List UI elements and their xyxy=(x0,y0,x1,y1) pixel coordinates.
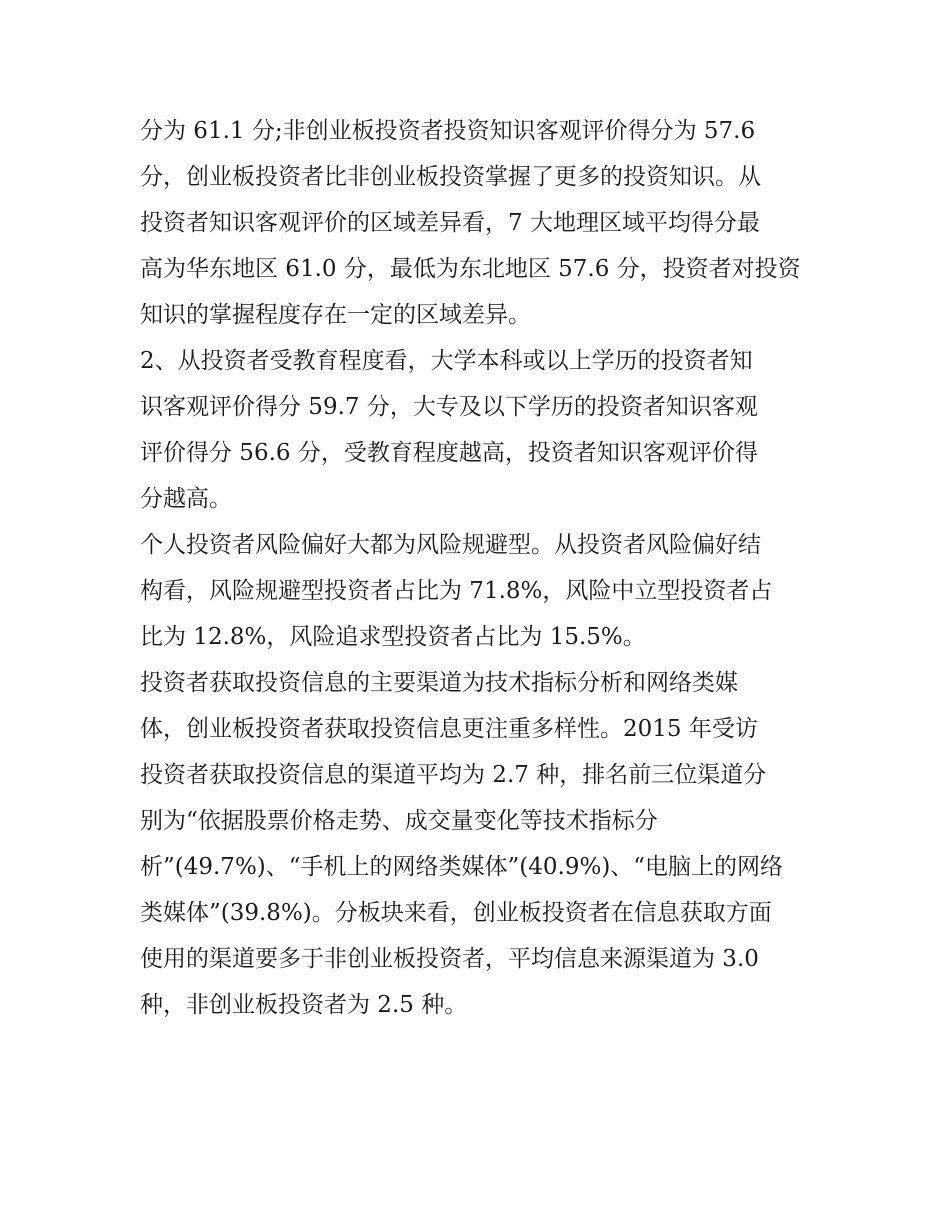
text-line: 投资者获取投资信息的渠道平均为 2.7 种，排名前三位渠道分 xyxy=(140,762,767,788)
text-line: 识客观评价得分 59.7 分，大专及以下学历的投资者知识客观 xyxy=(140,394,758,420)
text-line: 分为 61.1 分;非创业板投资者投资知识客观评价得分为 57.6 xyxy=(140,118,756,144)
text-line: 分，创业板投资者比非创业板投资掌握了更多的投资知识。从 xyxy=(140,164,761,190)
text-line: 别为“依据股票价格走势、成交量变化等技术指标分 xyxy=(140,808,658,834)
text-line: 投资者知识客观评价的区域差异看，7 大地理区域平均得分最 xyxy=(140,210,760,236)
text-line: 个人投资者风险偏好大都为风险规避型。从投资者风险偏好结 xyxy=(140,532,761,558)
text-line: 使用的渠道要多于非创业板投资者，平均信息来源渠道为 3.0 xyxy=(140,946,759,972)
text-line: 高为华东地区 61.0 分，最低为东北地区 57.6 分，投资者对投资 xyxy=(140,256,801,282)
document-body xyxy=(140,108,820,1028)
text-line: 投资者获取投资信息的主要渠道为技术指标分析和网络类媒 xyxy=(140,670,738,696)
text-line: 类媒体”(39.8%)。分板块来看，创业板投资者在信息获取方面 xyxy=(140,900,772,926)
text-line: 种，非创业板投资者为 2.5 种。 xyxy=(140,992,468,1018)
text-line: 评价得分 56.6 分，受教育程度越高，投资者知识客观评价得 xyxy=(140,440,758,466)
text-line: 析”(49.7%)、“手机上的网络类媒体”(40.9%)、“电脑上的网络 xyxy=(140,854,784,880)
text-line: 分越高。 xyxy=(140,486,232,512)
text-line: 体，创业板投资者获取投资信息更注重多样性。2015 年受访 xyxy=(140,716,758,742)
text-line: 比为 12.8%，风险追求型投资者占比为 15.5%。 xyxy=(140,624,646,650)
text-line: 构看，风险规避型投资者占比为 71.8%，风险中立型投资者占 xyxy=(140,578,773,604)
text-line: 知识的掌握程度存在一定的区域差异。 xyxy=(140,302,531,328)
text-line: 2、从投资者受教育程度看，大学本科或以上学历的投资者知 xyxy=(140,348,753,374)
